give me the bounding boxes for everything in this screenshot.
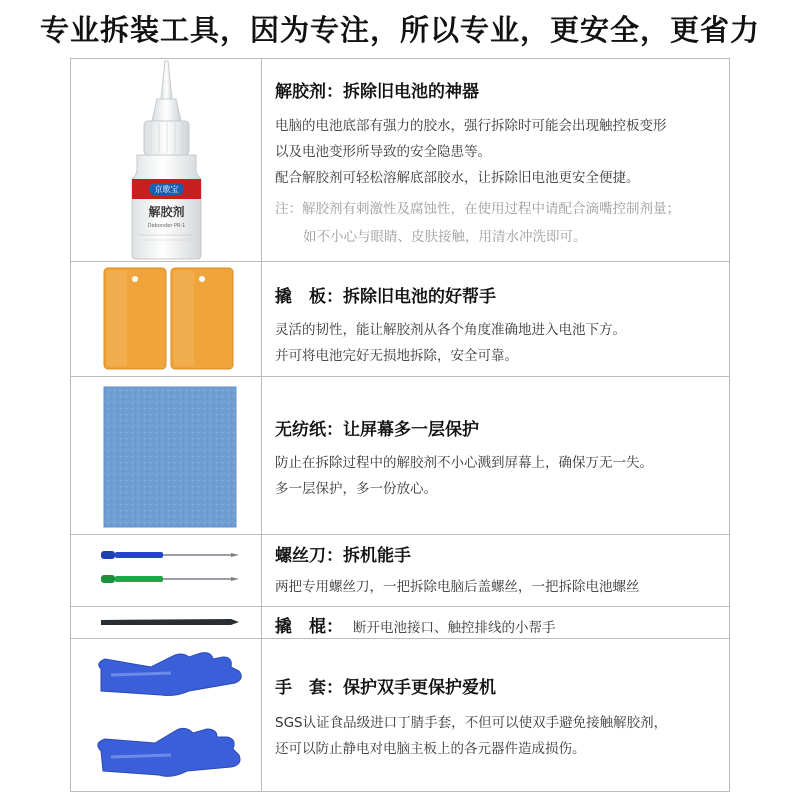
nonwoven-text (275, 415, 723, 502)
gloves-desc-line-2: 还可以防止静电对电脑主板上的各元器件造成损伤。 (275, 741, 586, 757)
row-pry-bar (71, 607, 729, 639)
row-pry-board (71, 262, 729, 377)
debonder-desc-line-3: 配合解胶剂可轻松溶解底部胶水，让拆除旧电池更安全便捷。 (275, 170, 640, 186)
debonder-note-line-2: 如不小心与眼睛、皮肤接触，用清水冲洗即可。 (303, 229, 587, 245)
screwdriver-text (275, 541, 723, 600)
screwdrivers-image (71, 535, 261, 607)
pry-bar-desc-line-1: 断开电池接口、触控排线的小帮手 (353, 620, 556, 636)
pry-board-text (275, 282, 723, 369)
pry-board-desc-line-1: 灵活的韧性，能让解胶剂从各个角度准确地进入电池下方。 (275, 322, 626, 338)
tools-table (70, 58, 730, 792)
debonder-desc-line-2: 以及电池变形所导致的安全隐患等。 (275, 144, 491, 160)
pry-bar-title: 撬 棍： (275, 617, 343, 637)
debonder-title: 解胶剂：拆除旧电池的神器 (275, 82, 479, 102)
screwdriver-image-cell (71, 535, 262, 606)
row-screwdrivers (71, 535, 729, 607)
screwdriver-title: 螺丝刀：拆机能手 (275, 546, 411, 566)
gloves-desc-line-1: SGS认证食品级进口丁腈手套，不但可以使双手避免接触解胶剂， (275, 715, 668, 731)
debonder-note-line-1: 注：解胶剂有刺激性及腐蚀性，在使用过程中请配合滴嘴控制剂量； (275, 201, 680, 217)
gloves-text (275, 673, 723, 762)
nonwoven-paper-image (71, 377, 261, 535)
pry-board-desc-line-2: 并可将电池完好无损地拆除，安全可靠。 (275, 348, 518, 364)
bottle-sub-label: Debonder PR-1 (147, 223, 186, 229)
row-gloves (71, 639, 729, 791)
bottle-product-label: 解胶剂 (148, 205, 185, 219)
row-debonder (71, 59, 729, 262)
gloves-title: 手 套：保护双手更保护爱机 (275, 678, 496, 698)
pry-board-title: 撬 板：拆除旧电池的好帮手 (275, 287, 496, 307)
page-header-title: 专业拆装工具，因为专注，所以专业，更安全，更省力 (39, 13, 760, 47)
nonwoven-image-cell (71, 377, 262, 534)
screwdriver-desc-line-1: 两把专用螺丝刀，一把拆除电脑后盖螺丝，一把拆除电池螺丝 (275, 579, 640, 595)
debonder-desc-line-1: 电脑的电池底部有强力的胶水，强行拆除时可能会出现触控板变形 (275, 118, 667, 134)
bottle-brand-label: 京歌宝 (154, 185, 179, 194)
nonwoven-desc-line-1: 防止在拆除过程中的解胶剂不小心溅到屏幕上，确保万无一失。 (275, 455, 653, 471)
pry-board-image-cell (71, 262, 262, 376)
debonder-bottle-image (71, 59, 261, 262)
pry-bar-image-cell (71, 607, 262, 638)
gloves-image-cell (71, 639, 262, 791)
debonder-image-cell (71, 59, 262, 261)
pry-bar-text (275, 612, 723, 637)
row-nonwoven-paper (71, 377, 729, 535)
nonwoven-desc-line-2: 多一层保护，多一份放心。 (275, 481, 437, 497)
pry-bar-image (71, 607, 261, 639)
nonwoven-title: 无纺纸：让屏幕多一层保护 (275, 420, 479, 440)
debonder-text (275, 77, 723, 251)
pry-board-image (71, 262, 261, 377)
gloves-image (71, 639, 261, 791)
